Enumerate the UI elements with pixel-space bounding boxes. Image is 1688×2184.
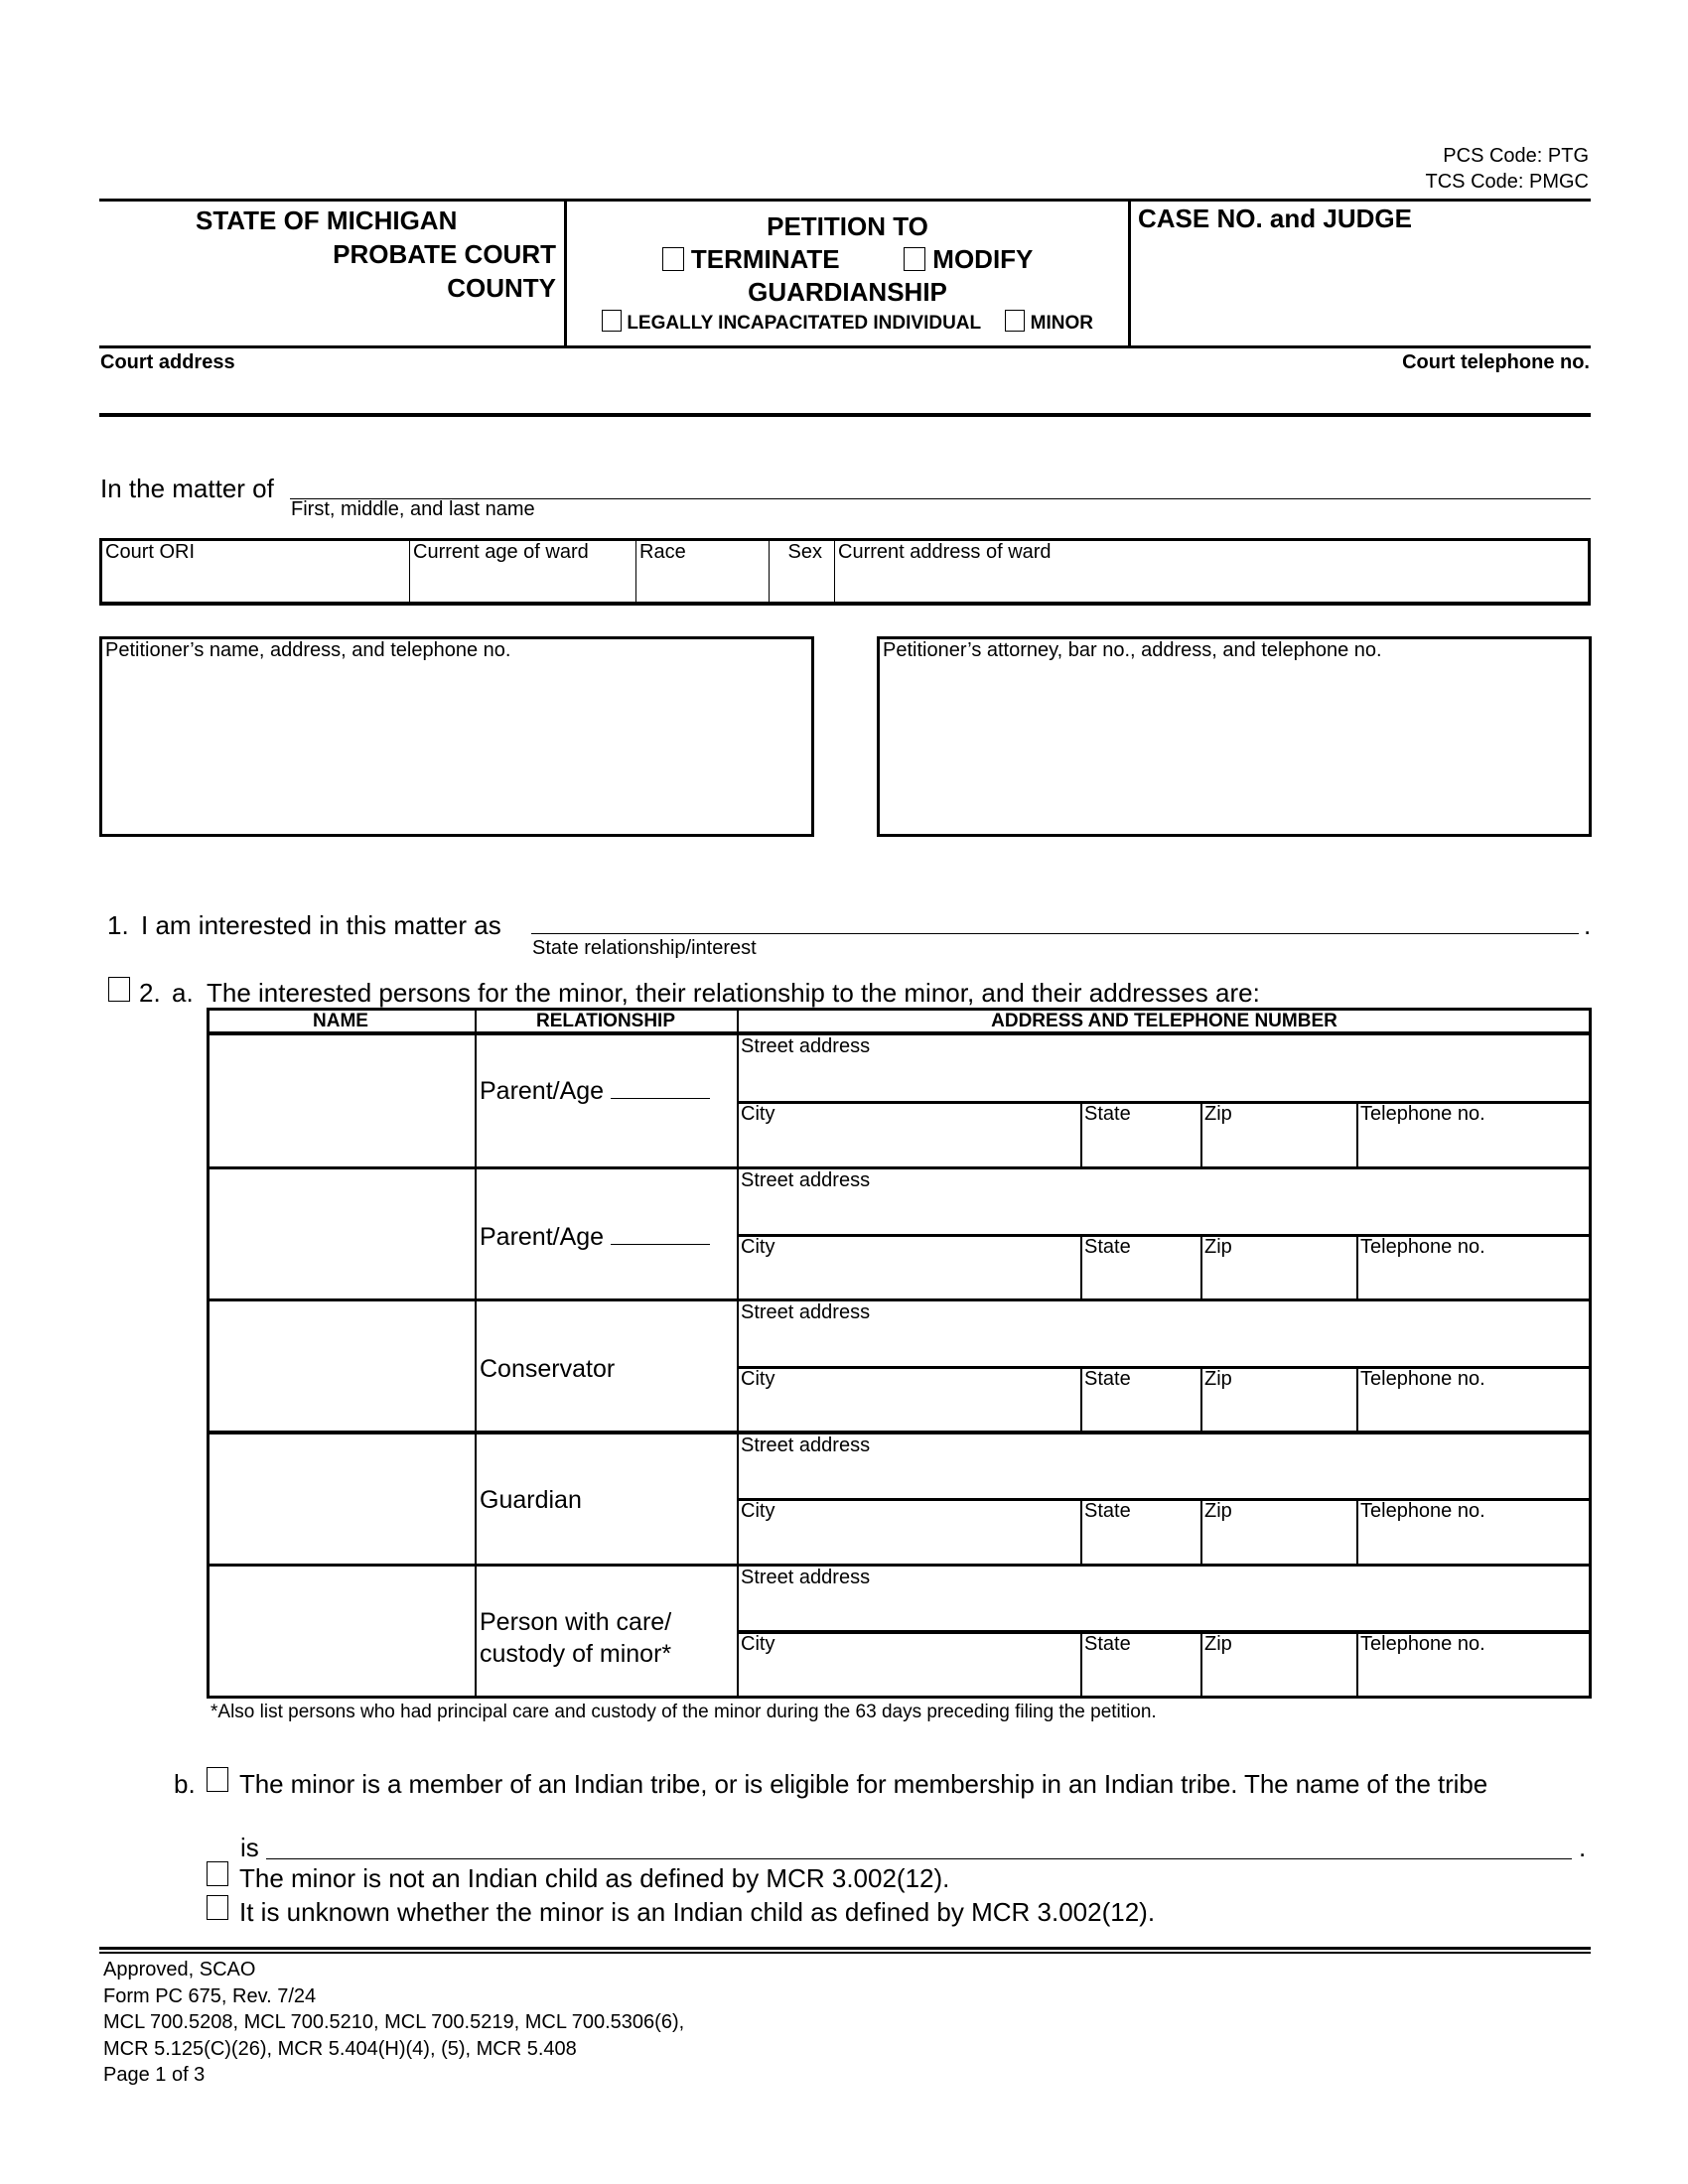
city-label: City xyxy=(741,1368,775,1390)
minor-label: MINOR xyxy=(1030,313,1093,334)
matter-name-field[interactable] xyxy=(290,467,1591,499)
modify-label: MODIFY xyxy=(932,244,1034,274)
header-relationship: RELATIONSHIP xyxy=(535,1011,676,1031)
zip-label: Zip xyxy=(1204,1633,1232,1655)
current-address-label: Current address of ward xyxy=(838,541,1052,563)
modify-checkbox[interactable] xyxy=(904,247,925,271)
guardianship-label: GUARDIANSHIP xyxy=(748,277,947,307)
item-2a-letter: a. xyxy=(172,978,194,1008)
tribe-member-checkbox[interactable] xyxy=(207,1767,228,1792)
petition-type-options xyxy=(567,242,1128,276)
case-no-label: CASE NO. and JUDGE xyxy=(1138,204,1412,233)
header-address: ADDRESS AND TELEPHONE NUMBER xyxy=(991,1011,1337,1031)
relationship-label: Parent/Age xyxy=(480,1223,710,1252)
zip-label: Zip xyxy=(1204,1103,1232,1125)
sex-label: Sex xyxy=(787,541,822,563)
pcs-code: PCS Code: PTG xyxy=(1443,145,1589,167)
sex-cell[interactable] xyxy=(770,541,835,602)
court-ori-label: Court ORI xyxy=(105,541,196,563)
parent-age-field[interactable] xyxy=(611,1224,710,1245)
zip-label: Zip xyxy=(1204,1500,1232,1522)
lii-label: LEGALLY INCAPACITATED INDIVIDUAL xyxy=(627,313,981,334)
current-address-cell[interactable] xyxy=(835,541,1588,602)
zip-label: Zip xyxy=(1204,1236,1232,1258)
city-label: City xyxy=(741,1236,775,1258)
tcs-code: TCS Code: PMGC xyxy=(1425,171,1589,193)
person-name-field[interactable] xyxy=(210,1434,473,1565)
person-row-custodian xyxy=(207,1567,1592,1699)
person-row-conservator xyxy=(207,1301,1592,1432)
city-label: City xyxy=(741,1633,775,1655)
item-1-period: . xyxy=(1584,910,1592,940)
relationship-label: Parent/Age xyxy=(480,1077,710,1106)
item-1-number: 1. xyxy=(107,910,129,940)
court-address-label: Court address xyxy=(100,351,235,373)
tribe-name-field[interactable] xyxy=(266,1831,1572,1859)
item-1-interest-field[interactable] xyxy=(531,903,1579,934)
matter-prefix: In the matter of xyxy=(100,474,274,503)
petitioner-label: Petitioner’s name, address, and telephone no. xyxy=(105,639,511,661)
footer-mcl: MCL 700.5208, MCL 700.5210, MCL 700.5219, MCL 700.5306(6), xyxy=(103,2011,685,2033)
telephone-label: Telephone no. xyxy=(1360,1236,1485,1258)
attorney-box[interactable] xyxy=(877,636,1592,837)
state-label: State xyxy=(1084,1633,1131,1655)
unknown-indian-child-text: It is unknown whether the minor is an Indian child as defined by MCR 3.002(12). xyxy=(239,1897,1156,1927)
relationship-label: Guardian xyxy=(480,1486,582,1514)
person-name-field[interactable] xyxy=(210,1567,473,1696)
person-row-parent-2 xyxy=(207,1169,1592,1299)
not-indian-child-checkbox[interactable] xyxy=(207,1861,228,1886)
zip-label: Zip xyxy=(1204,1368,1232,1390)
unknown-indian-child-checkbox[interactable] xyxy=(207,1895,228,1920)
person-row-guardian xyxy=(207,1434,1592,1565)
item-2-number: 2. xyxy=(139,978,161,1008)
street-address-label: Street address xyxy=(741,1035,871,1057)
city-label: City xyxy=(741,1103,775,1125)
person-name-field[interactable] xyxy=(210,1169,473,1299)
probate-court: PROBATE COURT xyxy=(333,239,556,269)
case-no-field[interactable] xyxy=(1132,238,1589,342)
race-cell[interactable] xyxy=(636,541,770,602)
item-2a-text: The interested persons for the minor, their relationship to the minor, and their addresses are: xyxy=(207,978,1260,1008)
petition-title: PETITION TO xyxy=(767,211,928,241)
relationship-label: Person with care/ custody of minor* xyxy=(480,1608,672,1668)
state-label: State xyxy=(1084,1236,1131,1258)
person-name-field[interactable] xyxy=(210,1035,473,1167)
county: COUNTY xyxy=(447,273,556,303)
petition-title-block xyxy=(567,210,1128,338)
footer-page-number: Page 1 of 3 xyxy=(103,2064,206,2086)
telephone-label: Telephone no. xyxy=(1360,1103,1485,1125)
footer-approved: Approved, SCAO xyxy=(103,1959,256,1980)
terminate-checkbox[interactable] xyxy=(662,247,684,271)
street-address-label: Street address xyxy=(741,1567,871,1588)
lii-checkbox[interactable] xyxy=(602,310,622,332)
footer-mcr: MCR 5.125(C)(26), MCR 5.404(H)(4), (5), MCR 5.408 xyxy=(103,2037,577,2060)
terminate-label: TERMINATE xyxy=(690,244,840,274)
city-label: City xyxy=(741,1500,775,1522)
street-address-label: Street address xyxy=(741,1169,871,1191)
court-address-field[interactable] xyxy=(99,377,1591,411)
ward-type-options xyxy=(567,310,1128,338)
current-age-cell[interactable] xyxy=(410,541,636,602)
footer-form-number: Form PC 675, Rev. 7/24 xyxy=(103,1984,317,2007)
race-label: Race xyxy=(639,541,686,563)
minor-checkbox[interactable] xyxy=(1005,310,1025,332)
state-label: State xyxy=(1084,1500,1131,1522)
relationship-label: Conservator xyxy=(480,1355,616,1383)
footer-citations xyxy=(103,1957,684,2089)
state-of-michigan: STATE OF MICHIGAN xyxy=(196,205,458,235)
person-name-field[interactable] xyxy=(210,1301,473,1432)
petitioner-box[interactable] xyxy=(99,636,814,837)
street-address-label: Street address xyxy=(741,1434,871,1456)
current-age-label: Current age of ward xyxy=(413,541,589,563)
telephone-label: Telephone no. xyxy=(1360,1500,1485,1522)
item-1-caption: State relationship/interest xyxy=(532,937,757,959)
item-2-checkbox[interactable] xyxy=(108,977,130,1002)
custodian-footnote: *Also list persons who had principal care and custody of the minor during the 63 days preceding filing the petition. xyxy=(211,1702,1157,1722)
state-label: State xyxy=(1084,1368,1131,1390)
matter-caption: First, middle, and last name xyxy=(291,498,535,520)
ward-info-row xyxy=(99,538,1591,606)
interested-persons-table xyxy=(207,1008,1592,1699)
header-name: NAME xyxy=(313,1011,368,1031)
telephone-label: Telephone no. xyxy=(1360,1368,1485,1390)
not-indian-child-text: The minor is not an Indian child as defined by MCR 3.002(12). xyxy=(239,1863,950,1893)
person-row-parent-1 xyxy=(207,1035,1592,1167)
court-ori-cell[interactable] xyxy=(102,541,410,602)
street-address-label: Street address xyxy=(741,1301,871,1323)
item-1-text: I am interested in this matter as xyxy=(141,910,501,940)
telephone-label: Telephone no. xyxy=(1360,1633,1485,1655)
tribe-member-text: The minor is a member of an Indian tribe, or is eligible for membership in an Indian tribe. The name of the tribe xyxy=(239,1769,1488,1799)
tribe-period: . xyxy=(1579,1833,1587,1862)
item-2b-letter: b. xyxy=(174,1769,196,1799)
court-phone-label: Court telephone no. xyxy=(1402,351,1590,373)
attorney-label: Petitioner’s attorney, bar no., address, and telephone no. xyxy=(883,639,1382,661)
parent-age-field[interactable] xyxy=(611,1078,710,1099)
court-name xyxy=(99,204,556,305)
tribe-is-label: is xyxy=(240,1833,259,1862)
state-label: State xyxy=(1084,1103,1131,1125)
